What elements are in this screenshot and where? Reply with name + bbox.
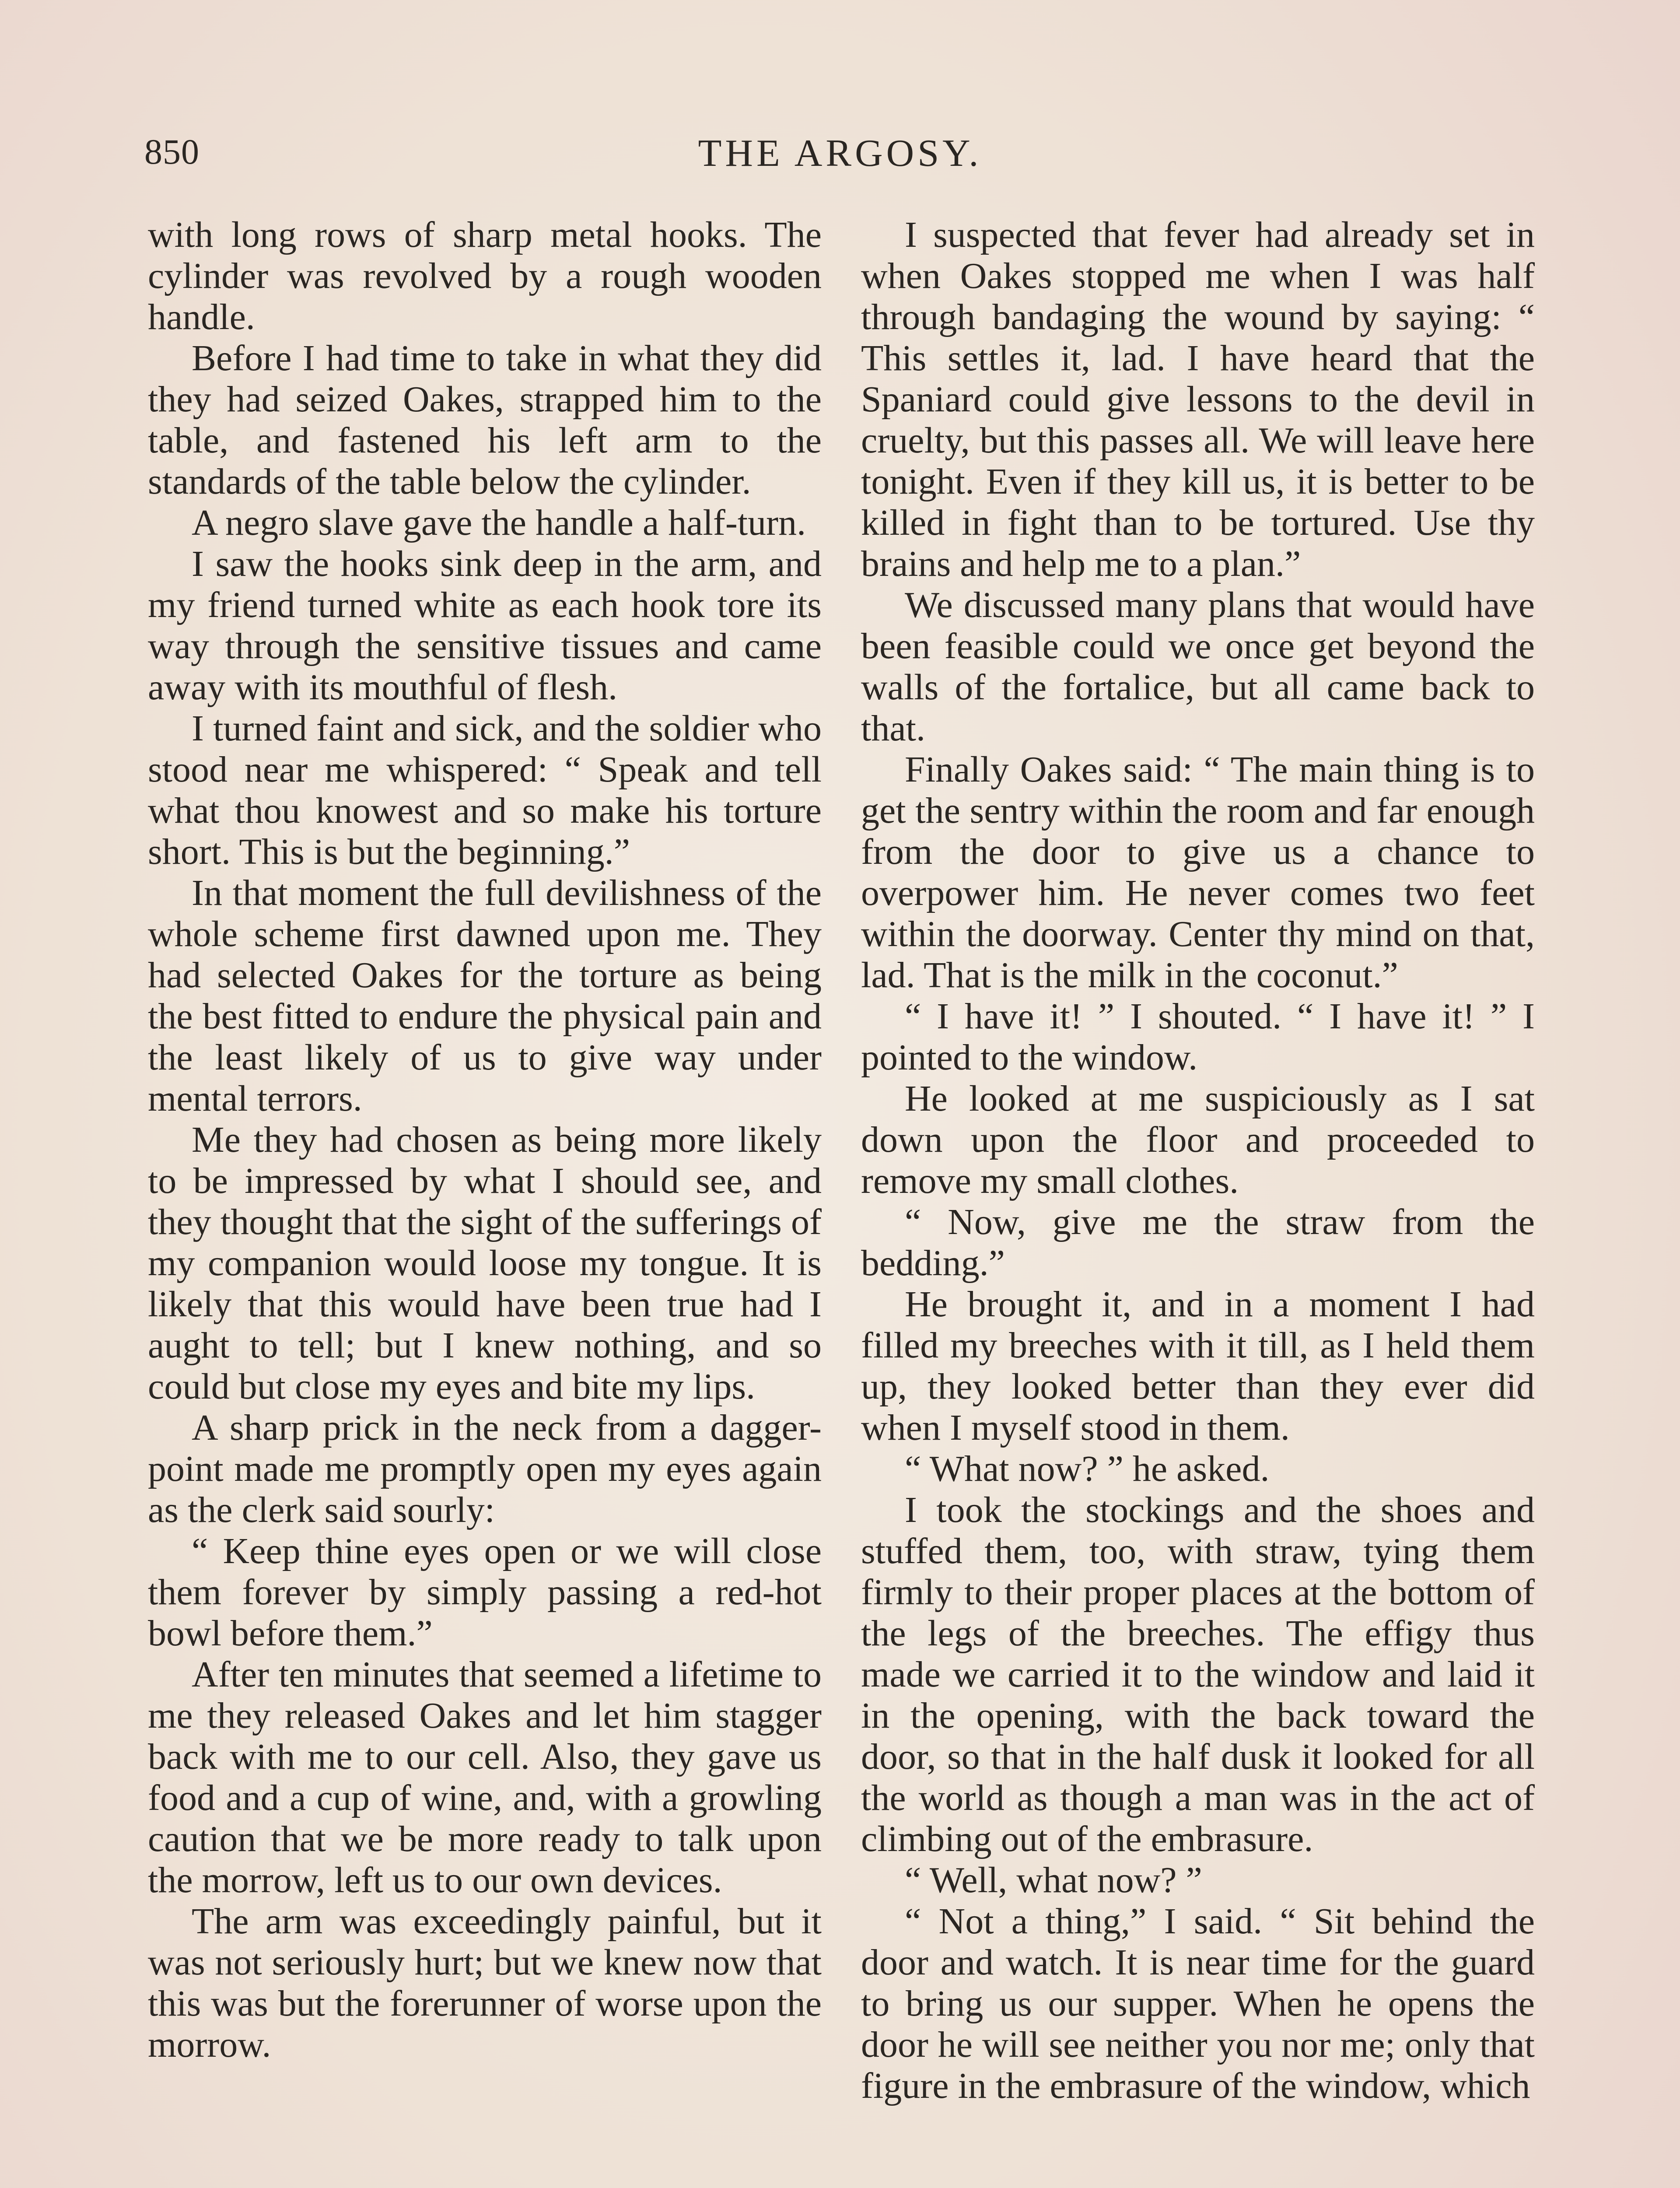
right-column — [861, 214, 1535, 2188]
running-title: THE ARGOSY. — [698, 132, 982, 175]
paragraph: “ Well, what now? ” — [905, 1860, 1202, 1900]
paragraph: I suspected that fever had already set in when Oakes stopped me when I was half through bandaging the wound by saying: “ This settles it, lad. I have heard that the Spaniard could give lessons to the devil in cruelty, but this passes all. We will leave here tonight. Even if they kill us, it is better to be killed in fight than to be tortured. Use thy brains and help me to a plan.” — [861, 214, 1535, 584]
paragraph: A sharp prick in the neck from a dagger-point made me promptly open my eyes again as the clerk said sourly: — [148, 1407, 822, 1530]
paragraph: I took the stockings and the shoes and stuffed them, too, with straw, tying them firmly to their proper places at the bottom of the legs of the breeches. The effigy thus made we carried it to the window and laid it in the opening, with the back toward the door, so that in the half dusk it looked for all the world as though a man was in the act of climbing out of the embrasure. — [861, 1490, 1535, 1859]
paragraph: Before I had time to take in what they did they had seized Oakes, strapped him to the table, and fastened his left arm to the standards of the table below the cylinder. — [148, 338, 822, 502]
paragraph: “ Not a thing,” I said. “ Sit behind the door and watch. It is near time for the guard to bring us our supper. When he opens the door he will see neither you nor me; only that figure in the embrasure of the window, which — [861, 1901, 1535, 2106]
paragraph: Finally Oakes said: “ The main thing is to get the sentry within the room and far enough from the door to give us a chance to overpower him. He never comes two feet within the doorway. Center thy mind on that, lad. That is the milk in the coconut.” — [861, 749, 1535, 996]
paragraph: A negro slave gave the handle a half-turn. — [192, 502, 806, 543]
paragraph: In that moment the full devilishness of the whole scheme first dawned upon me. They had selected Oakes for the torture as being the best fitted to endure the physical pain and the least likely of us to give way under mental terrors. — [148, 873, 822, 1119]
paragraph: He looked at me suspiciously as I sat down upon the floor and proceeded to remove my small clothes. — [861, 1078, 1535, 1201]
paragraph: with long rows of sharp metal hooks. The cylinder was revolved by a rough wooden handle. — [148, 214, 822, 337]
paragraph: “ What now? ” he asked. — [905, 1448, 1270, 1489]
paragraph: After ten minutes that seemed a lifetime to me they released Oakes and let him stagger back with me to our cell. Also, they gave us food and a cup of wine, and, with a growling caution that we be more ready to talk upon the morrow, left us to our own devices. — [148, 1654, 822, 1900]
paragraph: We discussed many plans that would have been feasible could we once get beyond the walls of the fortalice, but all came back to that. — [861, 585, 1535, 749]
paragraph: “ Keep thine eyes open or we will close them forever by simply passing a red-hot bowl before them.” — [148, 1531, 822, 1654]
paragraph: He brought it, and in a moment I had filled my breeches with it till, as I held them up, they looked better than they ever did when I myself stood in them. — [861, 1284, 1535, 1448]
paragraph: “ I have it! ” I shouted. “ I have it! ” I pointed to the window. — [861, 996, 1535, 1078]
paragraph: I turned faint and sick, and the soldier who stood near me whispered: “ Speak and tell what thou knowest and so make his torture short. This is but the beginning.” — [148, 708, 822, 872]
page-number: 850 — [144, 132, 200, 172]
paragraph: I saw the hooks sink deep in the arm, and my friend turned white as each hook tore its way through the sensitive tissues and came away with its mouthful of flesh. — [148, 543, 822, 708]
paragraph: The arm was exceedingly painful, but it was not seriously hurt; but we knew now that this was but the forerunner of worse upon the morrow. — [148, 1901, 822, 2065]
paragraph: “ Now, give me the straw from the bedding.” — [861, 1202, 1535, 1283]
page-header — [144, 131, 1536, 184]
paragraph: Me they had chosen as being more likely to be impressed by what I should see, and they thought that the sight of the sufferings of my companion would loose my tongue. It is likely that this would have been true had I aught to tell; but I knew nothing, and so could but close my eyes and bite my lips. — [148, 1119, 822, 1407]
left-column — [148, 214, 822, 2188]
